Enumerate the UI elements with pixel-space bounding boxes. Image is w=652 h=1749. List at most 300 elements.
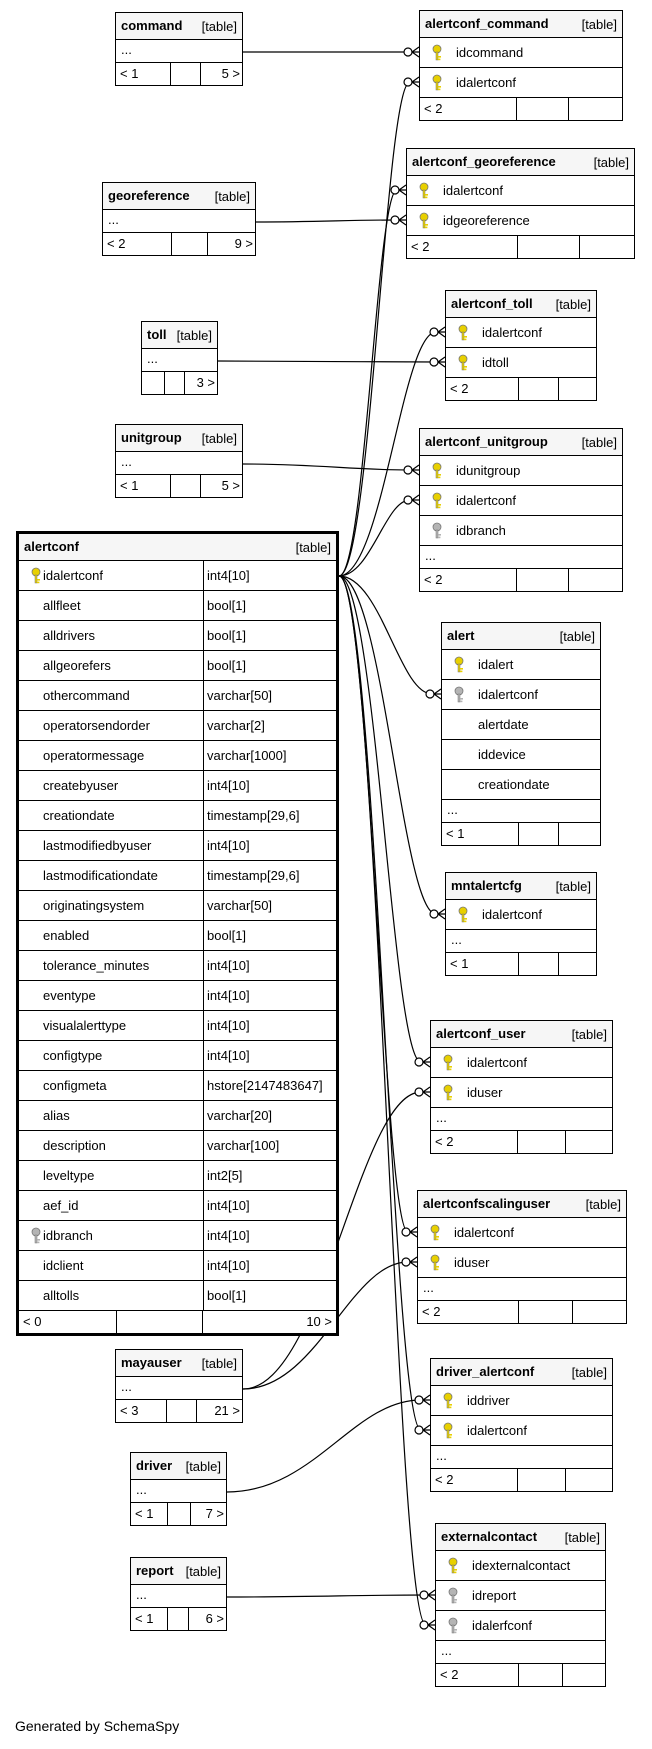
- column-type: int2[5]: [207, 1168, 243, 1183]
- footer-text: < 1: [446, 826, 465, 841]
- table-tag: [table]: [555, 297, 591, 312]
- table-header: [442, 623, 600, 650]
- relationship-alertconf-to-alertconf-georeference: [339, 185, 406, 576]
- ellipsis-text: ...: [441, 1643, 452, 1658]
- column-row-idtoll: [446, 348, 596, 378]
- footer-text: < 1: [120, 66, 139, 81]
- column-type: hstore[2147483647]: [207, 1078, 323, 1093]
- foreign-key-icon: [430, 522, 444, 540]
- primary-key-icon: [417, 212, 431, 230]
- row-count: [516, 98, 569, 120]
- column-name: creationdate: [478, 777, 550, 792]
- table-footer: [116, 475, 242, 497]
- column-row-tolerance-minutes: [19, 951, 336, 981]
- table-name: driver: [136, 1458, 173, 1473]
- table-header: [446, 291, 596, 318]
- footer-text: < 3: [120, 1403, 139, 1418]
- column-divider: [203, 561, 204, 1311]
- relationship-alertconf-to-alertconf-unitgroup: [339, 495, 419, 576]
- column-row-creationdate: [19, 801, 336, 831]
- table-unitgroup: [115, 424, 243, 498]
- column-type: bool[1]: [207, 598, 247, 613]
- table-header: [19, 534, 336, 561]
- row-count: [518, 378, 559, 400]
- children-count: [579, 236, 636, 258]
- row-count: [516, 569, 569, 591]
- column-row-description: [19, 1131, 336, 1161]
- column-name: lastmodifiedbyuser: [43, 838, 152, 853]
- table-tag: [table]: [559, 629, 595, 644]
- footer-text: 21 >: [214, 1403, 240, 1418]
- column-name: idalert: [478, 657, 514, 672]
- column-type: timestamp[29,6]: [207, 868, 300, 883]
- parents-count: [442, 823, 519, 845]
- column-type: int4[10]: [207, 1198, 250, 1213]
- table-header: [436, 1524, 605, 1551]
- children-count: [568, 569, 624, 591]
- row-count: [166, 1400, 197, 1422]
- row-count: [518, 823, 559, 845]
- primary-key-icon: [452, 656, 466, 674]
- primary-key-icon: [430, 462, 444, 480]
- children-count: [568, 98, 624, 120]
- primary-key-icon: [428, 1254, 442, 1272]
- table-header: [420, 429, 622, 456]
- table-name: alertconf_georeference: [412, 154, 556, 169]
- table-name: externalcontact: [441, 1529, 538, 1544]
- table-tag: [table]: [201, 19, 237, 34]
- ellipsis-text: ...: [121, 454, 132, 469]
- column-row-idalerfconf: [436, 1611, 605, 1641]
- ellipsis-text: ...: [436, 1448, 447, 1463]
- table-header: [431, 1021, 612, 1048]
- more-columns-indicator: [418, 1278, 626, 1301]
- table-name: toll: [147, 327, 167, 342]
- table-alert: [441, 622, 601, 846]
- column-name: enabled: [43, 928, 90, 943]
- children-count: [558, 823, 602, 845]
- footer-text: < 2: [411, 239, 430, 254]
- column-row-iduser: [431, 1078, 612, 1108]
- column-name: iduser: [454, 1255, 490, 1270]
- children-count: [572, 1301, 628, 1323]
- column-name: idcommand: [456, 45, 524, 60]
- parents-count: [420, 569, 517, 591]
- parents-count: [142, 372, 165, 394]
- parents-count: [116, 63, 171, 85]
- relationship-driver-to-driver-alertconf: [227, 1395, 430, 1492]
- column-row-createbyuser: [19, 771, 336, 801]
- column-name: iddevice: [478, 747, 526, 762]
- table-name: mntalertcfg: [451, 878, 522, 893]
- table-name: alertconf_unitgroup: [425, 434, 548, 449]
- column-name: operatorsendorder: [43, 718, 150, 733]
- footer-text: < 2: [435, 1134, 454, 1149]
- column-type: varchar[100]: [207, 1138, 280, 1153]
- column-name: createbyuser: [43, 778, 119, 793]
- footer-text: 5 >: [221, 66, 240, 81]
- table-footer: [407, 236, 634, 258]
- table-alertconf: [16, 531, 339, 1336]
- column-row-idalertconf: [19, 561, 336, 591]
- column-type: int4[10]: [207, 988, 250, 1003]
- column-row-iddevice: [442, 740, 600, 770]
- primary-key-icon: [430, 74, 444, 92]
- relationship-alertconf-to-externalcontact: [339, 576, 435, 1630]
- row-count: [517, 1131, 566, 1153]
- column-row-idalertconf: [431, 1048, 612, 1078]
- table-name: mayauser: [121, 1355, 182, 1370]
- relationship-toll-to-alertconf-toll: [218, 357, 445, 367]
- footer-text: 5 >: [221, 478, 240, 493]
- table-tag: [table]: [185, 1459, 221, 1474]
- column-row-idgeoreference: [407, 206, 634, 236]
- footer-text: < 2: [440, 1667, 459, 1682]
- column-type: varchar[50]: [207, 898, 273, 913]
- table-header: [116, 13, 242, 40]
- column-name: idreport: [472, 1588, 517, 1603]
- table-toll: [141, 321, 218, 395]
- row-count: [518, 953, 559, 975]
- table-alertconf-georeference: [406, 148, 635, 259]
- column-row-operatorsendorder: [19, 711, 336, 741]
- table-footer: [446, 378, 596, 400]
- column-type: bool[1]: [207, 1288, 247, 1303]
- parents-count: [116, 1400, 167, 1422]
- table-alertconf-unitgroup: [419, 428, 623, 592]
- table-header: [131, 1558, 226, 1585]
- table-header: [431, 1359, 612, 1386]
- column-type: varchar[1000]: [207, 748, 287, 763]
- column-type: int4[10]: [207, 1258, 250, 1273]
- column-row-idalertconf: [442, 680, 600, 710]
- primary-key-icon: [430, 492, 444, 510]
- table-driver-alertconf: [430, 1358, 613, 1492]
- footer-text: < 0: [23, 1314, 42, 1329]
- column-row-alias: [19, 1101, 336, 1131]
- table-footer: [116, 63, 242, 85]
- column-row-allfleet: [19, 591, 336, 621]
- column-row-idalertconf: [446, 318, 596, 348]
- column-row-eventype: [19, 981, 336, 1011]
- ellipsis-text: ...: [436, 1110, 447, 1125]
- table-tag: [table]: [593, 155, 629, 170]
- ellipsis-text: ...: [147, 351, 158, 366]
- column-name: idbranch: [456, 523, 506, 538]
- parents-count: [446, 378, 519, 400]
- relationship-report-to-externalcontact: [227, 1590, 435, 1600]
- more-columns-indicator: [446, 930, 596, 953]
- table-tag: [table]: [185, 1564, 221, 1579]
- footer-text: < 1: [450, 956, 469, 971]
- column-name: lastmodificationdate: [43, 868, 158, 883]
- table-footer: [103, 233, 255, 255]
- row-count: [170, 63, 201, 85]
- parents-count: [131, 1503, 168, 1525]
- column-row-idalertconf: [420, 68, 622, 98]
- column-row-idalertconf: [418, 1218, 626, 1248]
- table-name: alertconf: [24, 539, 79, 554]
- children-count: [558, 378, 598, 400]
- children-count: [190, 1503, 228, 1525]
- column-type: bool[1]: [207, 928, 247, 943]
- row-count: [171, 233, 208, 255]
- column-row-alldrivers: [19, 621, 336, 651]
- column-name: allgeorefers: [43, 658, 111, 673]
- column-row-alltolls: [19, 1281, 336, 1311]
- table-name: driver_alertconf: [436, 1364, 535, 1379]
- more-columns-indicator: [436, 1641, 605, 1664]
- children-count: [188, 1608, 228, 1630]
- row-count: [517, 236, 580, 258]
- primary-key-icon: [441, 1054, 455, 1072]
- footer-text: < 2: [450, 381, 469, 396]
- primary-key-icon: [417, 182, 431, 200]
- more-columns-indicator: [431, 1108, 612, 1131]
- footer-text: 3 >: [196, 375, 215, 390]
- parents-count: [131, 1608, 168, 1630]
- column-row-creationdate: [442, 770, 600, 800]
- column-type: int4[10]: [207, 1228, 250, 1243]
- table-externalcontact: [435, 1523, 606, 1687]
- column-row-idalertconf: [446, 900, 596, 930]
- column-type: int4[10]: [207, 778, 250, 793]
- ellipsis-text: ...: [108, 212, 119, 227]
- table-tag: [table]: [581, 17, 617, 32]
- parents-count: [103, 233, 172, 255]
- table-tag: [table]: [571, 1365, 607, 1380]
- row-count: [116, 1311, 203, 1333]
- footer-text: < 1: [120, 478, 139, 493]
- footer-text: < 2: [424, 101, 443, 116]
- primary-key-icon: [441, 1392, 455, 1410]
- column-name: operatormessage: [43, 748, 145, 763]
- row-count: [164, 372, 185, 394]
- foreign-key-icon: [446, 1587, 460, 1605]
- more-columns-indicator: [116, 452, 242, 475]
- column-name: othercommand: [43, 688, 130, 703]
- foreign-key-icon: [29, 1227, 43, 1245]
- table-alertconf-toll: [445, 290, 597, 401]
- table-command: [115, 12, 243, 86]
- table-tag: [table]: [201, 1356, 237, 1371]
- table-name: command: [121, 18, 183, 33]
- footer-text: < 2: [107, 236, 126, 251]
- column-name: idalertconf: [454, 1225, 514, 1240]
- table-footer: [436, 1664, 605, 1686]
- column-name: idalertconf: [482, 325, 542, 340]
- table-footer: [431, 1131, 612, 1153]
- footer-text: 10 >: [306, 1314, 332, 1329]
- ellipsis-text: ...: [121, 1379, 132, 1394]
- column-name: idalertconf: [482, 907, 542, 922]
- column-name: iduser: [467, 1085, 503, 1100]
- table-tag: [table]: [581, 435, 617, 450]
- table-footer: [442, 823, 600, 845]
- parents-count: [431, 1131, 518, 1153]
- column-name: idalertconf: [456, 493, 516, 508]
- footer-text: 7 >: [205, 1506, 224, 1521]
- column-row-iddriver: [431, 1386, 612, 1416]
- table-name: alert: [447, 628, 475, 643]
- ellipsis-text: ...: [121, 42, 132, 57]
- more-columns-indicator: [116, 1377, 242, 1400]
- children-count: [200, 475, 244, 497]
- table-header: [418, 1191, 626, 1218]
- footer-text: < 2: [435, 1472, 454, 1487]
- primary-key-icon: [29, 567, 43, 585]
- column-name: eventype: [43, 988, 96, 1003]
- column-row-idcommand: [420, 38, 622, 68]
- row-count: [518, 1301, 573, 1323]
- column-type: varchar[50]: [207, 688, 273, 703]
- relationship-alertconf-to-alertconf-user: [339, 576, 430, 1067]
- table-header: [116, 425, 242, 452]
- table-alertconf-command: [419, 10, 623, 121]
- table-tag: [table]: [201, 431, 237, 446]
- parents-count: [420, 98, 517, 120]
- column-name: leveltype: [43, 1168, 95, 1183]
- primary-key-icon: [446, 1557, 460, 1575]
- column-row-idalert: [442, 650, 600, 680]
- column-name: idalertconf: [456, 75, 516, 90]
- column-row-idalertconf: [407, 176, 634, 206]
- column-name: idunitgroup: [456, 463, 521, 478]
- relationship-unitgroup-to-alertconf-unitgroup: [243, 464, 419, 475]
- children-count: [207, 233, 257, 255]
- foreign-key-icon: [446, 1617, 460, 1635]
- column-name: idalertconf: [478, 687, 538, 702]
- column-type: varchar[20]: [207, 1108, 273, 1123]
- children-count: [196, 1400, 244, 1422]
- relationship-alertconf-to-alert: [339, 576, 441, 699]
- table-tag: [table]: [176, 328, 212, 343]
- children-count: [558, 953, 598, 975]
- relationship-command-to-alertconf-command: [243, 47, 419, 57]
- children-count: [565, 1469, 614, 1491]
- column-row-iduser: [418, 1248, 626, 1278]
- ellipsis-text: ...: [423, 1280, 434, 1295]
- column-row-alertdate: [442, 710, 600, 740]
- table-name: unitgroup: [121, 430, 182, 445]
- primary-key-icon: [430, 44, 444, 62]
- foreign-key-icon: [452, 686, 466, 704]
- footer-text: < 2: [422, 1304, 441, 1319]
- parents-count: [407, 236, 518, 258]
- table-header: [407, 149, 634, 176]
- more-columns-indicator: [131, 1480, 226, 1503]
- column-row-idclient: [19, 1251, 336, 1281]
- parents-count: [436, 1664, 519, 1686]
- table-header: [116, 1350, 242, 1377]
- table-footer: [116, 1400, 242, 1422]
- table-mntalertcfg: [445, 872, 597, 976]
- more-columns-indicator: [420, 546, 622, 569]
- column-name: idtoll: [482, 355, 509, 370]
- footer-text: < 1: [135, 1506, 154, 1521]
- column-type: bool[1]: [207, 658, 247, 673]
- table-name: alertconf_toll: [451, 296, 533, 311]
- table-header: [103, 183, 255, 210]
- column-type: varchar[2]: [207, 718, 265, 733]
- column-row-othercommand: [19, 681, 336, 711]
- column-type: bool[1]: [207, 628, 247, 643]
- column-name: configtype: [43, 1048, 103, 1063]
- column-name: allfleet: [43, 598, 81, 613]
- column-row-idexternalcontact: [436, 1551, 605, 1581]
- ellipsis-text: ...: [425, 548, 436, 563]
- table-alertconf-user: [430, 1020, 613, 1154]
- table-footer: [446, 953, 596, 975]
- column-name: idalertconf: [43, 568, 103, 583]
- more-columns-indicator: [142, 349, 217, 372]
- column-row-aef-id: [19, 1191, 336, 1221]
- table-report: [130, 1557, 227, 1631]
- table-footer: [131, 1503, 226, 1525]
- column-name: visualalerttype: [43, 1018, 127, 1033]
- relationship-alertconf-to-alertconfscalinguser: [339, 576, 417, 1237]
- column-row-enabled: [19, 921, 336, 951]
- table-georeference: [102, 182, 256, 256]
- table-name: georeference: [108, 188, 190, 203]
- column-row-configmeta: [19, 1071, 336, 1101]
- primary-key-icon: [428, 1224, 442, 1242]
- column-row-leveltype: [19, 1161, 336, 1191]
- table-footer: [418, 1301, 626, 1323]
- parents-count: [418, 1301, 519, 1323]
- table-tag: [table]: [585, 1197, 621, 1212]
- footer-text: 6 >: [205, 1611, 224, 1626]
- more-columns-indicator: [131, 1585, 226, 1608]
- footer-text: 9 >: [234, 236, 253, 251]
- children-count: [565, 1131, 614, 1153]
- column-type: int4[10]: [207, 1018, 250, 1033]
- table-tag: [table]: [295, 540, 331, 555]
- table-mayauser: [115, 1349, 243, 1423]
- row-count: [167, 1608, 189, 1630]
- ellipsis-text: ...: [136, 1482, 147, 1497]
- table-footer: [420, 569, 622, 591]
- column-row-operatormessage: [19, 741, 336, 771]
- table-footer: [19, 1311, 336, 1333]
- column-row-configtype: [19, 1041, 336, 1071]
- primary-key-icon: [441, 1422, 455, 1440]
- children-count: [202, 1311, 336, 1333]
- column-name: idalertconf: [467, 1423, 527, 1438]
- column-name: idalertconf: [467, 1055, 527, 1070]
- table-name: alertconf_command: [425, 16, 549, 31]
- children-count: [562, 1664, 607, 1686]
- column-row-lastmodificationdate: [19, 861, 336, 891]
- column-row-visualalerttype: [19, 1011, 336, 1041]
- table-name: report: [136, 1563, 174, 1578]
- ellipsis-text: ...: [447, 802, 458, 817]
- row-count: [170, 475, 201, 497]
- column-name: alltolls: [43, 1288, 80, 1303]
- column-name: idgeoreference: [443, 213, 530, 228]
- table-footer: [431, 1469, 612, 1491]
- footer-text: < 2: [424, 572, 443, 587]
- column-name: aef_id: [43, 1198, 79, 1213]
- column-type: int4[10]: [207, 838, 250, 853]
- column-name: description: [43, 1138, 106, 1153]
- column-type: int4[10]: [207, 1048, 250, 1063]
- more-columns-indicator: [442, 800, 600, 823]
- column-name: creationdate: [43, 808, 115, 823]
- column-name: idbranch: [43, 1228, 93, 1243]
- credit-text: Generated by SchemaSpy: [15, 1718, 180, 1734]
- more-columns-indicator: [431, 1446, 612, 1469]
